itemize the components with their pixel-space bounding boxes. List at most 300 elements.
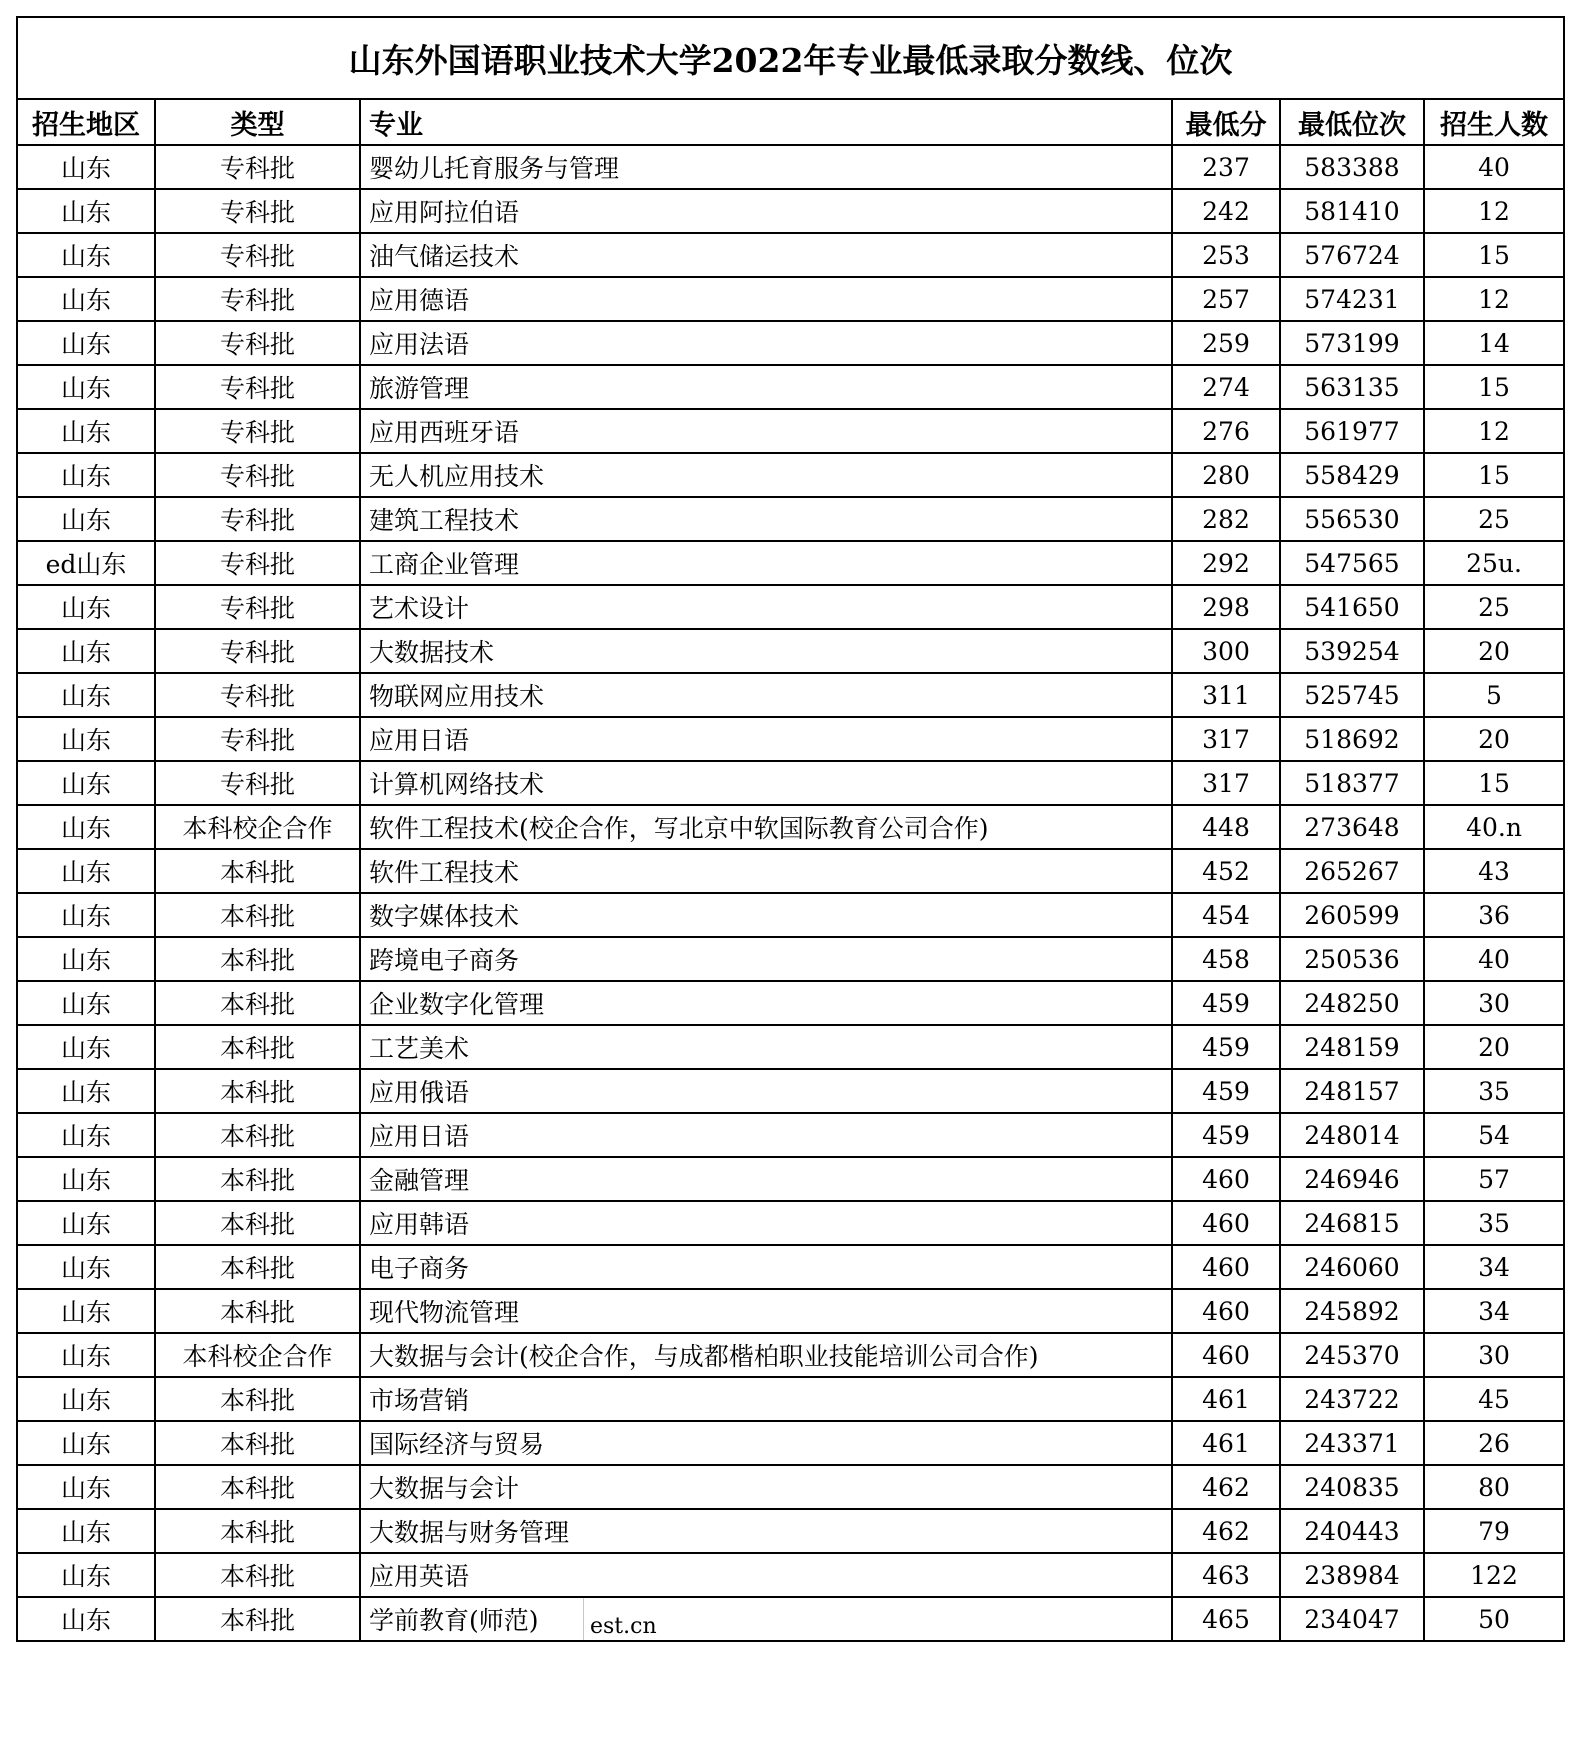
cell-min-score: [1172, 145, 1280, 189]
cell-type-text: 本科批: [219, 946, 295, 975]
cell-major-text: 建筑工程技术: [369, 506, 520, 535]
cell-major-text: 应用西班牙语: [369, 418, 520, 447]
table-row: [17, 497, 1564, 541]
cell-major: [360, 541, 1172, 585]
cell-min-score-text: 459: [1202, 988, 1250, 1018]
cell-region-text: 山东: [60, 1474, 111, 1503]
cell-enrollment-text: 25: [1478, 504, 1510, 534]
cell-major: [360, 937, 1172, 981]
cell-major-text: 计算机网络技术: [369, 770, 545, 799]
cell-type: [155, 1113, 360, 1157]
cell-enrollment: [1424, 277, 1564, 321]
cell-major-text: 跨境电子商务: [369, 946, 520, 975]
table-row: [17, 981, 1564, 1025]
cell-type-text: 专科批: [219, 638, 295, 667]
cell-enrollment-text: 26: [1478, 1428, 1510, 1458]
cell-type: [155, 585, 360, 629]
cell-region: [17, 1509, 155, 1553]
cell-region: [17, 1333, 155, 1377]
cell-type: [155, 1201, 360, 1245]
cell-major: [360, 1553, 1172, 1597]
cell-min-rank: [1280, 145, 1424, 189]
cell-region: [17, 365, 155, 409]
cell-major-text: 市场营销: [369, 1386, 470, 1415]
cell-type: [155, 365, 360, 409]
cell-major: [360, 585, 1172, 629]
cell-major: [360, 321, 1172, 365]
cell-region: [17, 497, 155, 541]
cell-region-text: 山东: [60, 1386, 111, 1415]
cell-enrollment: [1424, 1553, 1564, 1597]
cell-min-rank: [1280, 409, 1424, 453]
cell-type-text: 专科批: [219, 374, 295, 403]
cell-min-rank: [1280, 1201, 1424, 1245]
cell-type-text: 本科批: [219, 858, 295, 887]
cell-type: [155, 541, 360, 585]
cell-min-score-text: 448: [1202, 812, 1250, 842]
cell-min-rank-text: 574231: [1304, 284, 1400, 314]
cell-min-rank: [1280, 1465, 1424, 1509]
cell-major-text: 软件工程技术(校企合作，写北京中软国际教育公司合作): [369, 814, 989, 843]
header-major: 专业: [360, 99, 1172, 145]
cell-min-score-text: 459: [1202, 1076, 1250, 1106]
cell-min-score-text: 462: [1202, 1472, 1250, 1502]
table-row: [17, 629, 1564, 673]
cell-region: [17, 233, 155, 277]
cell-min-rank: [1280, 1509, 1424, 1553]
cell-enrollment-text: 35: [1478, 1076, 1510, 1106]
cell-type: [155, 1025, 360, 1069]
cell-major: [360, 673, 1172, 717]
cell-type: [155, 1465, 360, 1509]
cell-region-text: 山东: [60, 858, 111, 887]
cell-type-text: 专科批: [219, 506, 295, 535]
cell-type: [155, 453, 360, 497]
cell-min-score-text: 461: [1202, 1428, 1250, 1458]
cell-type-text: 专科批: [219, 198, 295, 227]
watermark-text: est.cn: [583, 1598, 657, 1640]
title-row: [17, 17, 1564, 99]
cell-region-text: 山东: [60, 462, 111, 491]
cell-min-score-text: 274: [1202, 372, 1250, 402]
cell-type: [155, 761, 360, 805]
cell-region: [17, 717, 155, 761]
cell-type-text: 本科批: [219, 1122, 295, 1151]
cell-type-text: 本科批: [219, 1518, 295, 1547]
cell-min-rank-text: 583388: [1304, 152, 1400, 182]
cell-type: [155, 1245, 360, 1289]
cell-min-score: [1172, 717, 1280, 761]
cell-min-rank-text: 581410: [1304, 196, 1400, 226]
table-row: [17, 805, 1564, 849]
cell-region: [17, 1245, 155, 1289]
cell-region: [17, 1157, 155, 1201]
cell-min-score: [1172, 673, 1280, 717]
cell-major: [360, 1333, 1172, 1377]
cell-min-rank: [1280, 1025, 1424, 1069]
cell-major: [360, 1201, 1172, 1245]
cell-region: [17, 409, 155, 453]
cell-type: [155, 717, 360, 761]
header-min-rank: 最低位次: [1280, 99, 1424, 145]
cell-major: [360, 1157, 1172, 1201]
cell-enrollment-text: 12: [1478, 284, 1510, 314]
header-min-score: 最低分: [1172, 99, 1280, 145]
cell-major: [360, 893, 1172, 937]
cell-min-rank-text: 573199: [1304, 328, 1400, 358]
cell-type-text: 本科批: [219, 1078, 295, 1107]
table-row: [17, 365, 1564, 409]
cell-region-text: 山东: [60, 902, 111, 931]
cell-type: [155, 1289, 360, 1333]
cell-min-rank: [1280, 321, 1424, 365]
cell-region: [17, 1421, 155, 1465]
cell-enrollment: [1424, 629, 1564, 673]
cell-min-score: [1172, 585, 1280, 629]
cell-region-text: 山东: [60, 1562, 111, 1591]
header-row: [17, 99, 1564, 145]
cell-enrollment-text: 57: [1478, 1164, 1510, 1194]
cell-min-rank-text: 240443: [1304, 1516, 1400, 1546]
cell-region: [17, 761, 155, 805]
cell-enrollment: [1424, 1377, 1564, 1421]
cell-min-score: [1172, 1069, 1280, 1113]
cell-enrollment: [1424, 321, 1564, 365]
cell-type-text: 本科批: [219, 1562, 295, 1591]
table-row: [17, 409, 1564, 453]
cell-enrollment: [1424, 761, 1564, 805]
cell-min-rank: [1280, 1333, 1424, 1377]
cell-enrollment: [1424, 1069, 1564, 1113]
cell-min-rank-text: 238984: [1304, 1560, 1400, 1590]
table-row: [17, 761, 1564, 805]
cell-min-score-text: 465: [1202, 1604, 1250, 1634]
cell-min-rank-text: 240835: [1304, 1472, 1400, 1502]
cell-enrollment-text: 34: [1478, 1296, 1510, 1326]
cell-major: [360, 717, 1172, 761]
cell-min-rank-text: 248159: [1304, 1032, 1400, 1062]
cell-enrollment-text: 54: [1478, 1120, 1510, 1150]
cell-major: [360, 277, 1172, 321]
cell-region-text: 山东: [60, 1342, 111, 1371]
cell-min-rank-text: 541650: [1304, 592, 1400, 622]
cell-type-text: 专科批: [219, 154, 295, 183]
cell-type: [155, 233, 360, 277]
cell-min-rank-text: 556530: [1304, 504, 1400, 534]
cell-type: [155, 1069, 360, 1113]
cell-enrollment: [1424, 1421, 1564, 1465]
cell-min-score-text: 253: [1202, 240, 1250, 270]
cell-region-text: 山东: [60, 638, 111, 667]
cell-major-text: 大数据与会计: [369, 1474, 520, 1503]
cell-region-text: 山东: [60, 1430, 111, 1459]
cell-region-text: 山东: [60, 418, 111, 447]
cell-region: [17, 1289, 155, 1333]
table-row: [17, 1553, 1564, 1597]
cell-type-text: 本科批: [219, 1386, 295, 1415]
cell-min-rank: [1280, 585, 1424, 629]
cell-enrollment-text: 15: [1478, 460, 1510, 490]
cell-enrollment-text: 80: [1478, 1472, 1510, 1502]
cell-min-rank: [1280, 937, 1424, 981]
cell-enrollment-text: 30: [1478, 988, 1510, 1018]
cell-min-score-text: 237: [1202, 152, 1250, 182]
cell-major-text: 油气储运技术: [369, 242, 520, 271]
cell-type: [155, 497, 360, 541]
cell-min-score-text: 461: [1202, 1384, 1250, 1414]
table-row: [17, 277, 1564, 321]
cell-min-score: [1172, 1553, 1280, 1597]
cell-major-text: 应用德语: [369, 286, 470, 315]
cell-major: [360, 849, 1172, 893]
cell-min-rank: [1280, 541, 1424, 585]
cell-min-rank-text: 246946: [1304, 1164, 1400, 1194]
cell-min-rank-text: 539254: [1304, 636, 1400, 666]
cell-major-text: 大数据与会计(校企合作，与成都楷柏职业技能培训公司合作): [369, 1342, 1039, 1371]
cell-enrollment: [1424, 453, 1564, 497]
cell-min-score: [1172, 277, 1280, 321]
cell-type-text: 本科批: [219, 1166, 295, 1195]
cell-major: [360, 629, 1172, 673]
table-row: [17, 1333, 1564, 1377]
cell-min-score-text: 460: [1202, 1252, 1250, 1282]
cell-min-rank-text: 273648: [1304, 812, 1400, 842]
cell-region-text: 山东: [60, 154, 111, 183]
cell-enrollment-text: 5: [1486, 680, 1502, 710]
admission-table: [16, 16, 1565, 1642]
cell-region: [17, 981, 155, 1025]
cell-min-rank: [1280, 1597, 1424, 1641]
cell-region-text: 山东: [60, 726, 111, 755]
cell-type-text: 专科批: [219, 286, 295, 315]
cell-min-rank: [1280, 189, 1424, 233]
cell-enrollment: [1424, 717, 1564, 761]
cell-min-score-text: 282: [1202, 504, 1250, 534]
cell-enrollment-text: 122: [1470, 1560, 1518, 1590]
cell-min-rank-text: 250536: [1304, 944, 1400, 974]
cell-enrollment: [1424, 233, 1564, 277]
cell-min-score: [1172, 937, 1280, 981]
cell-min-rank-text: 234047: [1304, 1604, 1400, 1634]
cell-min-score-text: 460: [1202, 1208, 1250, 1238]
cell-min-score-text: 317: [1202, 768, 1250, 798]
cell-region: [17, 145, 155, 189]
cell-enrollment: [1424, 981, 1564, 1025]
cell-enrollment: [1424, 893, 1564, 937]
cell-type-text: 本科批: [219, 1034, 295, 1063]
table-row: [17, 1245, 1564, 1289]
cell-min-rank-text: 246815: [1304, 1208, 1400, 1238]
cell-major-text: 婴幼儿托育服务与管理: [369, 154, 620, 183]
cell-enrollment-text: 12: [1478, 416, 1510, 446]
table-row: [17, 189, 1564, 233]
cell-region: [17, 629, 155, 673]
cell-major-text: 应用英语: [369, 1562, 470, 1591]
table-row: [17, 1025, 1564, 1069]
cell-major: [360, 1245, 1172, 1289]
cell-type: [155, 1597, 360, 1641]
cell-min-rank: [1280, 1421, 1424, 1465]
cell-major: [360, 189, 1172, 233]
cell-enrollment: [1424, 1289, 1564, 1333]
cell-major: [360, 1509, 1172, 1553]
cell-type-text: 专科批: [219, 726, 295, 755]
cell-type: [155, 277, 360, 321]
cell-type: [155, 1421, 360, 1465]
cell-major-text: 应用日语: [369, 1122, 470, 1151]
cell-min-rank-text: 243722: [1304, 1384, 1400, 1414]
cell-enrollment: [1424, 937, 1564, 981]
cell-type-text: 专科批: [219, 550, 295, 579]
cell-min-score-text: 452: [1202, 856, 1250, 886]
cell-enrollment: [1424, 585, 1564, 629]
header-type: 类型: [155, 99, 360, 145]
table-row: [17, 145, 1564, 189]
cell-min-score: [1172, 453, 1280, 497]
cell-region: [17, 541, 155, 585]
cell-min-rank-text: 561977: [1304, 416, 1400, 446]
cell-min-score: [1172, 761, 1280, 805]
cell-type-text: 专科批: [219, 770, 295, 799]
cell-major-text: 国际经济与贸易: [369, 1430, 545, 1459]
table-row: [17, 1069, 1564, 1113]
cell-min-rank-text: 518377: [1304, 768, 1400, 798]
cell-enrollment-text: 34: [1478, 1252, 1510, 1282]
cell-major-text: 现代物流管理: [369, 1298, 520, 1327]
cell-enrollment-text: 15: [1478, 768, 1510, 798]
cell-major-text: 电子商务: [369, 1254, 470, 1283]
cell-enrollment: [1424, 1597, 1564, 1641]
cell-type: [155, 1377, 360, 1421]
table-row: [17, 321, 1564, 365]
cell-enrollment: [1424, 805, 1564, 849]
cell-region-text: 山东: [60, 506, 111, 535]
cell-min-rank: [1280, 1377, 1424, 1421]
cell-region-text: 山东: [60, 330, 111, 359]
cell-major: [360, 1069, 1172, 1113]
header-enrollment: 招生人数: [1424, 99, 1564, 145]
cell-region-text: 山东: [60, 1210, 111, 1239]
cell-min-rank: [1280, 365, 1424, 409]
cell-major: [360, 1113, 1172, 1157]
cell-min-score-text: 292: [1202, 548, 1250, 578]
cell-major-text: 应用阿拉伯语: [369, 198, 520, 227]
cell-major: [360, 1289, 1172, 1333]
cell-major: [360, 453, 1172, 497]
cell-major: [360, 497, 1172, 541]
cell-type-text: 本科批: [219, 1254, 295, 1283]
cell-min-rank: [1280, 717, 1424, 761]
cell-min-score: [1172, 1509, 1280, 1553]
cell-type: [155, 409, 360, 453]
cell-region-text: 山东: [60, 682, 111, 711]
cell-min-rank: [1280, 805, 1424, 849]
cell-min-score: [1172, 233, 1280, 277]
cell-region-text: 山东: [60, 374, 111, 403]
cell-major-text: 金融管理: [369, 1166, 470, 1195]
cell-min-rank: [1280, 1069, 1424, 1113]
cell-min-rank: [1280, 1157, 1424, 1201]
cell-min-score: [1172, 1157, 1280, 1201]
cell-region-text: 山东: [60, 1606, 111, 1635]
cell-min-rank-text: 547565: [1304, 548, 1400, 578]
cell-type: [155, 1509, 360, 1553]
cell-min-rank: [1280, 629, 1424, 673]
table-row: [17, 937, 1564, 981]
cell-enrollment-text: 40: [1478, 152, 1510, 182]
cell-major: [360, 145, 1172, 189]
cell-region: [17, 937, 155, 981]
cell-min-rank: [1280, 1553, 1424, 1597]
cell-enrollment: [1424, 365, 1564, 409]
cell-type: [155, 937, 360, 981]
cell-min-score: [1172, 189, 1280, 233]
cell-type: [155, 981, 360, 1025]
cell-min-rank-text: 245892: [1304, 1296, 1400, 1326]
cell-type-text: 本科批: [219, 1606, 295, 1635]
cell-min-rank-text: 243371: [1304, 1428, 1400, 1458]
cell-min-score: [1172, 497, 1280, 541]
cell-min-score: [1172, 409, 1280, 453]
cell-region-text: 山东: [60, 594, 111, 623]
cell-min-score-text: 259: [1202, 328, 1250, 358]
cell-type-text: 专科批: [219, 330, 295, 359]
cell-region-text: 山东: [60, 990, 111, 1019]
cell-min-score-text: 460: [1202, 1340, 1250, 1370]
cell-enrollment-text: 14: [1478, 328, 1510, 358]
cell-major-text: 应用日语: [369, 726, 470, 755]
cell-major-text: 工商企业管理: [369, 550, 520, 579]
cell-enrollment: [1424, 1245, 1564, 1289]
cell-enrollment-text: 45: [1478, 1384, 1510, 1414]
cell-min-score: [1172, 805, 1280, 849]
cell-min-rank-text: 563135: [1304, 372, 1400, 402]
cell-region: [17, 277, 155, 321]
cell-type-text: 专科批: [219, 242, 295, 271]
cell-major: [360, 1025, 1172, 1069]
cell-region: [17, 849, 155, 893]
cell-min-rank: [1280, 453, 1424, 497]
cell-region-text: 山东: [60, 1166, 111, 1195]
cell-min-score: [1172, 1597, 1280, 1641]
cell-type-text: 专科批: [219, 594, 295, 623]
table-row: [17, 541, 1564, 585]
cell-type-text: 本科校企合作: [182, 1342, 333, 1371]
cell-min-score-text: 300: [1202, 636, 1250, 666]
cell-major: [360, 1377, 1172, 1421]
cell-major-text: 学前教育(师范): [369, 1606, 539, 1635]
cell-region-text: 山东: [60, 1518, 111, 1547]
cell-min-rank: [1280, 981, 1424, 1025]
cell-min-score-text: 463: [1202, 1560, 1250, 1590]
cell-min-score-text: 460: [1202, 1296, 1250, 1326]
cell-min-score: [1172, 1377, 1280, 1421]
cell-enrollment-text: 20: [1478, 636, 1510, 666]
cell-major-text: 数字媒体技术: [369, 902, 520, 931]
cell-min-score: [1172, 629, 1280, 673]
cell-region: [17, 893, 155, 937]
cell-enrollment: [1424, 145, 1564, 189]
table-row: [17, 1289, 1564, 1333]
cell-major-text: 应用韩语: [369, 1210, 470, 1239]
cell-type: [155, 893, 360, 937]
cell-type: [155, 849, 360, 893]
cell-min-score-text: 458: [1202, 944, 1250, 974]
cell-min-rank-text: 248014: [1304, 1120, 1400, 1150]
cell-enrollment: [1424, 1465, 1564, 1509]
cell-region: [17, 1025, 155, 1069]
cell-enrollment-text: 25: [1478, 592, 1510, 622]
